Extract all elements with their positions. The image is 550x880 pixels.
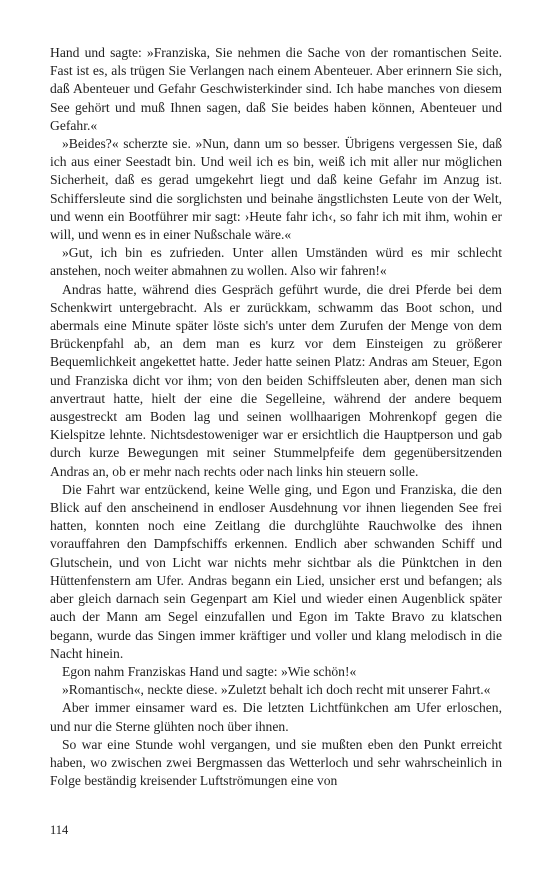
paragraph: Egon nahm Franziskas Hand und sagte: »Wie schön!«: [62, 663, 357, 679]
paragraph: Aber immer einsamer ward es. Die letzten Lichtfünkchen am Ufer erloschen, und nur die Sterne glühten noch über ihnen.: [50, 700, 502, 734]
paragraph: »Gut, ich bin es zufrieden. Unter allen Umständen würd es mir schlecht anstehen, noch weiter abmahnen zu wollen. Also wir fahren!«: [50, 245, 502, 279]
page-number: 114: [50, 823, 69, 837]
page-body: [50, 44, 502, 790]
paragraph: »Romantisch«, neckte diese. »Zuletzt behalt ich doch recht mit unserer Fahrt.«: [62, 682, 491, 698]
paragraph: Die Fahrt war entzückend, keine Welle ging, und Egon und Franziska, die den Blick auf den anscheinend in endloser Ausdehnung vor ihnen liegenden See frei hatten, konnten noch eine Zeitlang die durchglühte Rauchwolke des ihnen vorauffahren den Dampfschiffs erkennen. Endlich aber schwanden Schiff und Glutschein, und von Licht war nichts mehr sichtbar als die Pünktchen in den Hüttenfenstern am Ufer. Andras begann ein Lied, unsicher erst und befangen; als aber gleich darnach sein Gegenpart am Kiel und wieder einen Augenblick später auch der Mann am Segel einzufallen und Egon im Takte Bravo zu klatschen begann, wurde das Singen immer kräftiger und voller und klang melodisch in die Nacht hinein.: [50, 481, 502, 661]
paragraph: Hand und sagte: »Franziska, Sie nehmen die Sache von der romantischen Seite. Fast ist es, als trügen Sie Verlangen nach einem Abenteuer. Aber erinnern Sie sich, daß Abenteuer und Gefahr Geschwisterkinder sind. Ich habe manches von diesem See gehört und muß Ihnen sagen, daß Sie beides haben können, Abenteuer und Gefahr.«: [50, 45, 502, 133]
paragraph: Andras hatte, während dies Gespräch geführt wurde, die drei Pferde bei dem Schenkwirt untergebracht. Als er zurückkam, schwamm das Boot schon, und abermals eine Minute später löste sich's unter dem Zurufen der Menge von dem Brückenpfahl ab, an dem man es kurz vor dem Einsteigen zu größerer Bequemlichkeit angekettet hatte. Jeder hatte seinen Platz: Andras am Steuer, Egon und Franziska dicht vor ihm; von den beiden Schiffsleuten aber, denen man sich anvertraut hatte, hielt der eine die Segelleine, während der andere bequem ausgestreckt am Boden lag und seinen wollhaarigen Mohrenkopf gegen die Kielspitze lehnte. Nichtsdestoweniger war er ersichtlich die Hauptperson und gab durch kurze Bewegungen mit seiner Stummelpfeife dem gegenübersitzenden Andras an, ob er mehr nach rechts oder nach links hin steuern solle.: [50, 281, 502, 479]
paragraph: »Beides?« scherzte sie. »Nun, dann um so besser. Übrigens vergessen Sie, daß ich aus einer Seestadt bin. Und weil ich es bin, weiß ich mit aller nur möglichen Sicherheit, daß es gerad umgekehrt liegt und daß keine Gefahr im Anzug ist. Schiffersleute sind die sorglichsten und beinahe ängstlichsten Leute von der Welt, und wenn ein Bootführer mir sagt: ›Heute fahr ich‹, so fahr ich mit ihm, wohin er will, und wenn es in einer Nußschale wäre.«: [50, 136, 502, 243]
paragraph: So war eine Stunde wohl vergangen, und sie mußten eben den Punkt erreicht haben, wo zwischen zwei Bergmassen das Wetterloch und sehr wahrscheinlich in Folge beständig kreisender Luftströmungen eine von: [50, 736, 502, 789]
